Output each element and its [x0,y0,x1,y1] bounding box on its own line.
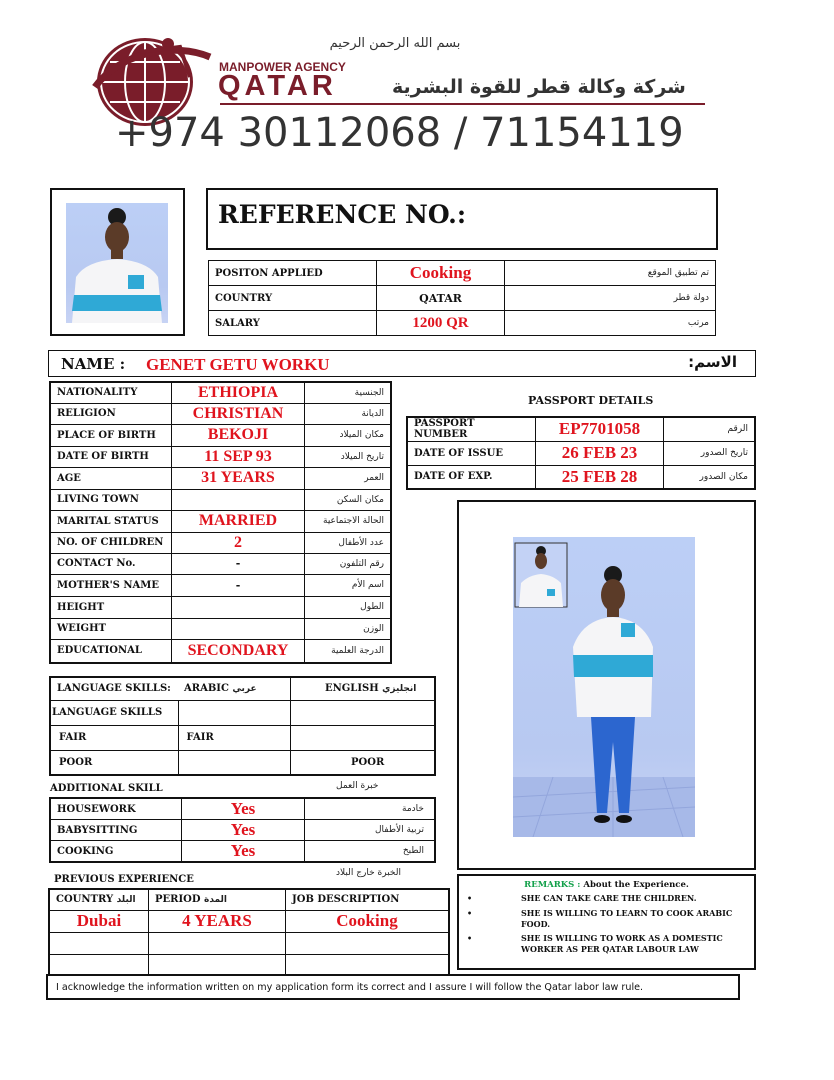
bullet: • [467,893,473,903]
personal-label: MOTHER'S NAME [50,574,172,596]
personal-label: HEIGHT [50,596,172,618]
header-divider [220,103,705,105]
agency-name-small: MANPOWER AGENCY [219,60,346,74]
personal-value: 11 SEP 93 [172,446,305,467]
remark-text: SHE IS WILLING TO LEARN TO COOK ARABIC FOOD. [521,908,733,929]
personal-row [50,639,391,663]
issue-date-value: 26 FEB 23 [536,441,664,465]
personal-value [172,489,305,510]
passport-title: PASSPORT DETAILS [528,394,654,407]
personal-label: DATE OF BIRTH [50,446,172,467]
passport-number-value: EP7701058 [536,417,664,441]
expiry-date-ar: مكان الصدور [664,465,756,489]
remark-item [467,893,747,904]
housework-value: Yes [182,798,305,820]
position-label-ar: تم تطبيق الموقع [505,261,716,286]
personal-label-ar: رقم التلفون [305,553,392,574]
passport-table [406,416,756,490]
remarks-title-rest: About the Experience. [583,880,689,890]
position-label: POSITON APPLIED [209,261,377,286]
babysitting-ar: تربية الأطفال [305,820,436,841]
personal-row [50,467,391,489]
personal-value: MARRIED [172,510,305,532]
issue-date-label: DATE OF ISSUE [407,441,536,465]
remarks-title: REMARKS : [524,880,581,890]
name-value: GENET GETU WORKU [146,355,330,374]
personal-label-ar: مكان السكن [305,489,392,510]
personal-details-table [49,381,392,664]
salary-value: 1200 QR [377,311,505,336]
passport-number-ar: الرقم [664,417,756,441]
previous-experience-title: PREVIOUS EXPERIENCE [54,874,194,885]
cooking-value: Yes [182,841,305,863]
experience-table [48,888,450,976]
personal-label-ar: الوزن [305,618,392,639]
personal-value: ETHIOPIA [172,382,305,403]
babysitting-label: BABYSITTING [50,820,182,841]
poor-english-value: POOR [291,750,436,775]
name-label: NAME : [61,355,126,373]
language-arabic [178,677,291,700]
personal-label: MARITAL STATUS [50,510,172,532]
additional-skill-title-ar: خبرة العمل [336,781,379,791]
personal-label-ar: عدد الأطفال [305,532,392,553]
personal-value: SECONDARY [172,639,305,663]
country-label: COUNTRY [209,286,377,311]
remarks-box [457,874,756,970]
issue-date-ar: تاريخ الصدور [664,441,756,465]
personal-label: CONTACT No. [50,553,172,574]
personal-row [50,574,391,596]
passport-number-label: PASSPORT NUMBER [407,417,536,441]
bismillah: بسم الله الرحمن الرحيم [329,36,461,51]
personal-label-ar: مكان الميلاد [305,424,392,446]
language-header-label: LANGUAGE SKILLS: [50,677,178,700]
language-english-label: ENGLISH [325,683,379,695]
personal-label: NATIONALITY [50,382,172,403]
previous-experience-title-ar: الخبرة خارج البلاد [336,868,401,878]
name-label-ar: الاسم: [688,353,737,371]
personal-value: 2 [172,532,305,553]
col-job-description: JOB DESCRIPTION [286,889,450,910]
personal-label: NO. OF CHILDREN [50,532,172,553]
language-table [49,676,436,776]
personal-row [50,553,391,574]
country-value: QATAR [377,286,505,311]
personal-label: LIVING TOWN [50,489,172,510]
housework-ar: خادمة [305,798,436,820]
personal-label: RELIGION [50,403,172,424]
personal-label-ar: تاريخ الميلاد [305,446,392,467]
passport-photo [66,203,168,323]
remark-item [467,933,747,955]
skills-table [49,797,436,863]
remarks-title-row [459,880,754,890]
personal-row [50,446,391,467]
salary-label: SALARY [209,311,377,336]
cooking-ar: الطبخ [305,841,436,863]
experience-job: Cooking [286,910,450,932]
personal-value: - [172,553,305,574]
personal-row [50,510,391,532]
language-english-ar: انجليزي [382,684,417,695]
remark-text: SHE CAN TAKE CARE THE CHILDREN. [521,893,697,903]
col-period-ar: المدة [204,895,228,906]
salary-label-ar: مرتب [505,311,716,336]
language-skills-row-label: LANGUAGE SKILLS [50,700,178,725]
position-table [208,260,716,336]
phone-number: +974 30112068 / 71154119 [115,110,684,156]
remarks-list [467,893,747,955]
acknowledgement-box [46,974,740,1000]
personal-label: AGE [50,467,172,489]
agency-name-arabic: شركة وكالة قطر للقوة البشرية [392,76,686,98]
housework-label: HOUSEWORK [50,798,182,820]
personal-value [172,618,305,639]
personal-label-ar: الطول [305,596,392,618]
expiry-date-label: DATE OF EXP. [407,465,536,489]
name-bar [48,350,756,377]
personal-label: EDUCATIONAL [50,639,172,663]
passport-photo-frame [50,188,185,336]
personal-row [50,382,391,403]
personal-label-ar: العمر [305,467,392,489]
personal-label-ar: اسم الأم [305,574,392,596]
babysitting-value: Yes [182,820,305,841]
personal-label-ar: الجنسية [305,382,392,403]
col-period [149,889,286,910]
acknowledgement-text: I acknowledge the information written on my application form its correct and I assure I will follow the Qatar labor law rule. [56,982,644,993]
personal-value: CHRISTIAN [172,403,305,424]
expiry-date-value: 25 FEB 28 [536,465,664,489]
personal-label-ar: الدرجة العلمية [305,639,392,663]
personal-value: - [172,574,305,596]
poor-label: POOR [50,750,178,775]
personal-row [50,489,391,510]
personal-value: BEKOJI [172,424,305,446]
bullet: • [467,933,473,943]
additional-skill-title: ADDITIONAL SKILL [50,783,163,794]
personal-row [50,532,391,553]
col-country [49,889,149,910]
col-country-ar: البلد [116,895,136,906]
language-arabic-ar: عربي [232,684,257,695]
remark-text: SHE IS WILLING TO WORK AS A DOMESTIC WORKER AS PER QATAR LABOUR LAW [521,933,723,954]
personal-row [50,403,391,424]
col-period-label: PERIOD [155,894,201,906]
reference-label: REFERENCE NO.: [218,200,467,229]
personal-label: WEIGHT [50,618,172,639]
personal-row [50,596,391,618]
col-country-label: COUNTRY [56,894,114,906]
remark-item [467,908,747,930]
fair-label: FAIR [50,725,178,750]
personal-row [50,618,391,639]
personal-label: PLACE OF BIRTH [50,424,172,446]
experience-country: Dubai [49,910,149,932]
language-arabic-label: ARABIC [184,683,229,695]
fair-arabic-value: FAIR [178,725,291,750]
personal-label-ar: الديانة [305,403,392,424]
country-label-ar: دولة قطر [505,286,716,311]
full-body-photo-frame [457,500,756,870]
personal-row [50,424,391,446]
agency-name-big: QATAR [218,70,337,102]
personal-label-ar: الحالة الاجتماعية [305,510,392,532]
experience-period: 4 YEARS [149,910,286,932]
bullet: • [467,908,473,918]
cooking-label: COOKING [50,841,182,863]
personal-value: 31 YEARS [172,467,305,489]
full-body-photo [513,537,695,837]
reference-box [206,188,718,250]
personal-value [172,596,305,618]
position-value: Cooking [377,261,505,286]
language-english [291,677,436,700]
